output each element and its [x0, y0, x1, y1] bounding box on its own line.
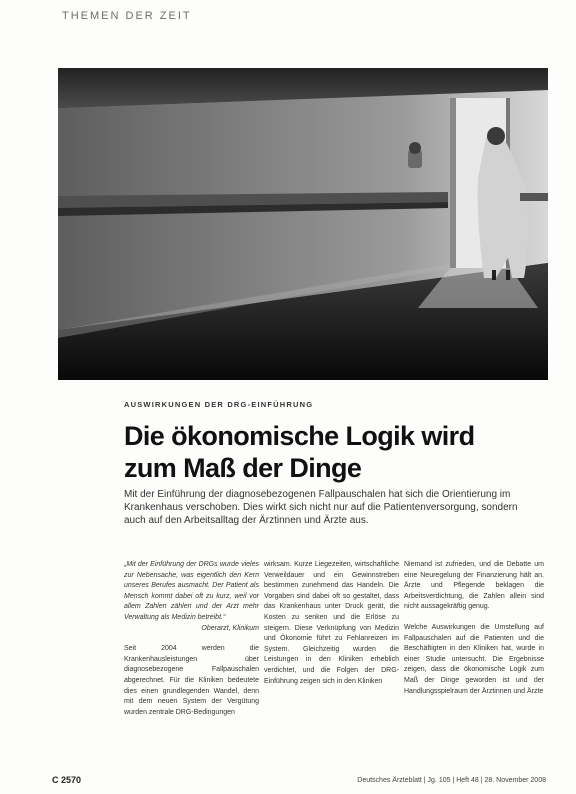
pull-quote-source: Oberarzt, Klinikum — [201, 624, 259, 632]
article-column-1 — [124, 560, 259, 728]
publication-footer: Deutsches Ärzteblatt | Jg. 105 | Heft 48 | 28. November 2008 — [357, 777, 546, 784]
pull-quote-text: „Mit der Einführung der DRGs wurde vieles zur Nebensache, was eigentlich den Kern unseres Berufes ausmacht. Der Patient als Mensch kommt dabei oft zu kurz, weil vor allem Zahlen zählen und der Arzt mehr Verwaltung als Medizin betreibt.“ — [124, 561, 259, 621]
column-3-paragraph-1: Niemand ist zufrieden, und die Debatte um eine Neuregelung der Finanzierung hält an. Ärzte und Pflegende beklagen die Arbeitsverdichtung, die Zahlen allein sind nicht aussagekräftig genug. — [404, 561, 544, 611]
column-3-paragraph-2: Welche Auswirkungen die Umstellung auf Fallpauschalen auf die Patienten und die Beschäftigten in den Kliniken hat, wurde in einer Studie untersucht. Die Ergebnisse zeigen, dass die ökonomische Logik zum Maß der Dinge geworden ist und der Handlungsspielraum der Ärztinnen und Ärzte — [404, 623, 544, 695]
article-column-3 — [404, 560, 544, 707]
hospital-corridor-photo — [58, 68, 548, 380]
corridor-photo-graphic — [58, 68, 548, 380]
section-label: THEMEN DER ZEIT — [62, 10, 192, 22]
pull-quote — [124, 560, 259, 634]
headline-line-1: Die ökonomische Logik wird — [124, 421, 475, 451]
article-headline — [124, 420, 544, 484]
page-number: C 2570 — [52, 775, 82, 785]
column-1-paragraph: Seit 2004 werden die Krankenhausleistungen über diagnosebezogene Fallpauschalen abgerechnet. Für die Kliniken bedeutete dies einen grundlegenden Wandel, denn mit dem neuen System der Vergütung wurden zentrale DRG-Bedingungen — [124, 645, 259, 716]
article-column-2 — [264, 560, 399, 697]
article-kicker: AUSWIRKUNGEN DER DRG-EINFÜHRUNG — [124, 400, 314, 409]
article-lead: Mit der Einführung der diagnosebezogenen Fallpauschalen hat sich die Orientierung im Krankenhaus verschoben. Dies wirkt sich nicht nur auf die Patientenversorgung, sondern auch auf den Arbeitsalltag der Ärztinnen und Ärzte aus. — [124, 489, 518, 526]
column-2-paragraph: wirksam. Kurze Liegezeiten, wirtschaftliche Verweildauer und ein Gewinnstreben bestimmen zunehmend das Handeln. Die Vorgaben sind dabei oft so gestaltet, dass das Krankenhaus unter Druck gerät, die Kosten zu senken und die Erlöse zu steigern. Diese Verknüpfung von Medizin und Ökonomie führt zu Fehlanreizen im System. Gleichzeitig wurden die Leistungen in den Kliniken erheblich verdichtet, und die Folgen der DRG-Einführung zeigen sich in den Kliniken — [264, 561, 399, 685]
headline-line-2: zum Maß der Dinge — [124, 453, 362, 483]
